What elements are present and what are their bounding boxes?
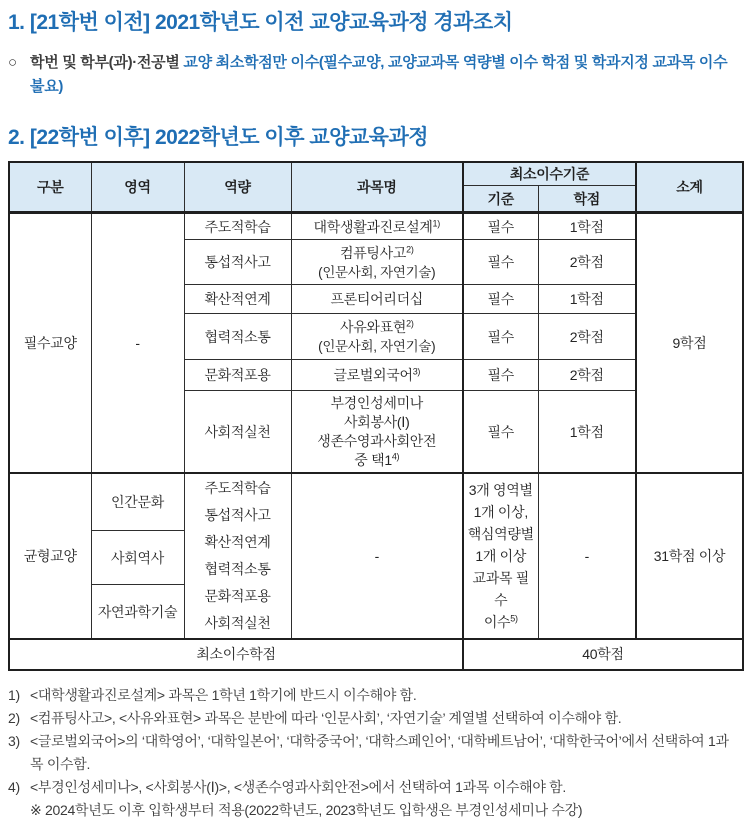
header-subject: 과목명 [291, 162, 463, 213]
cell-competency: 사회적실천 [184, 391, 291, 473]
header-area: 영역 [91, 162, 184, 213]
header-subtotal: 소계 [636, 162, 743, 213]
header-min-requirement-group: 최소이수기준 [463, 162, 636, 186]
footnote-marker: 2) [8, 709, 20, 726]
cell-area: 인간문화 [91, 473, 184, 531]
cell-subject: 대학생활과진로설계$^{1)}$ [291, 213, 463, 240]
cell-area: 사회역사 [91, 531, 184, 585]
cell-criterion-detail: 3개 영역별 1개 이상, 핵심역량별 1개 이상 교과목 필수 이수$^{5)}$ [463, 473, 538, 639]
table-row [9, 213, 743, 240]
footnote-ref: 3) [412, 366, 421, 377]
cell-competency: 주도적학습 [184, 213, 291, 240]
footnote [8, 707, 740, 730]
footnote-marker: 4) [8, 778, 20, 795]
bullet-text [30, 51, 740, 99]
cell-credits: 2학점 [538, 240, 636, 285]
footnote-ref: 5) [510, 613, 518, 624]
section-1-heading: 1. [21학번 이전] 2021학년도 이전 교양교육과정 경과조치 [8, 11, 513, 34]
footnote [8, 684, 740, 707]
cell-category-balanced: 균형교양 [9, 473, 91, 639]
cell-subject: 컴퓨팅사고$^{2)}$ (인문사회, 자연기술) [291, 240, 463, 285]
cell-credits: 2학점 [538, 360, 636, 391]
cell-criterion: 필수 [463, 391, 538, 473]
footnote [8, 776, 740, 799]
cell-criterion: 필수 [463, 285, 538, 314]
cell-min-total-value: 40학점 [463, 639, 743, 670]
cell-competency: 확산적연계 [184, 285, 291, 314]
footnote-marker: 1) [8, 686, 20, 703]
section-1-bullet [8, 51, 740, 99]
footnote-ref: 4) [391, 450, 400, 461]
footnote-text: <부경인성세미나>, <사회봉사(Ⅰ)>, <생존수영과사회안전>에서 선택하여 1과목 이수해야 함. [30, 778, 566, 795]
cell-subtotal-required: 9학점 [636, 213, 743, 473]
cell-credits-placeholder: - [538, 473, 636, 639]
cell-credits: 1학점 [538, 391, 636, 473]
section-2-heading: 2. [22학번 이후] 2022학년도 이후 교양교육과정 [8, 126, 429, 150]
cell-subtotal-balanced: 31학점 이상 [636, 473, 743, 639]
cell-credits: 1학점 [538, 285, 636, 314]
footnotes [8, 684, 740, 822]
cell-subject-placeholder: - [291, 473, 463, 639]
cell-subject: 프론티어리더십 [291, 285, 463, 314]
cell-credits: 1학점 [538, 213, 636, 240]
curriculum-table [8, 161, 744, 671]
cell-subject: 글로벌외국어$^{3)}$ [291, 360, 463, 391]
table-footer-row [9, 639, 743, 670]
footnote [8, 730, 740, 776]
cell-credits: 2학점 [538, 314, 636, 360]
header-criterion: 기준 [463, 186, 538, 213]
cell-criterion: 필수 [463, 213, 538, 240]
table-header-row-1 [9, 162, 743, 186]
cell-subject: 부경인성세미나 사회봉사(Ⅰ) 생존수영과사회안전 중 택1$^{4)}$ [291, 391, 463, 473]
bullet-text-highlight: 교양 최소학점만 이수(필수교양, 교양교과목 역량별 이수 학점 및 학과지정 교과목 이수 불요) [30, 54, 728, 96]
cell-criterion: 필수 [463, 360, 538, 391]
header-category: 구분 [9, 162, 91, 213]
footnote-text: <컴퓨팅사고>, <사유와표현> 과목은 분반에 따라 ‘인문사회’, ‘자연기술’ 계열별 선택하여 이수해야 함. [30, 709, 622, 726]
cell-area-required: - [91, 213, 184, 473]
cell-criterion: 필수 [463, 240, 538, 285]
cell-subject-subline: (인문사회, 자연기술) [318, 264, 436, 280]
cell-competency-list: 주도적학습 통섭적사고 확산적연계 협력적소통 문화적포용 사회적실천 [184, 473, 291, 639]
cell-subject: 사유와표현$^{2)}$ (인문사회, 자연기술) [291, 314, 463, 360]
header-credits: 학점 [538, 186, 636, 213]
cell-area: 자연과학기술 [91, 585, 184, 639]
footnote-ref: 2) [406, 244, 414, 255]
footnote-text: <대학생활과진로설계> 과목은 1학년 1학기에 반드시 이수해야 함. [30, 686, 417, 703]
cell-criterion: 필수 [463, 314, 538, 360]
footnote-marker: 3) [8, 732, 20, 749]
cell-competency: 통섭적사고 [184, 240, 291, 285]
cell-competency: 협력적소통 [184, 314, 291, 360]
cell-subject-subline: (인문사회, 자연기술) [318, 339, 436, 355]
cell-min-total-label: 최소이수학점 [9, 639, 463, 670]
footnote-ref: 2) [406, 318, 414, 329]
bullet-text-plain: 학번 및 학부(과)·전공별 [30, 54, 184, 72]
footnote-text: <글로벌외국어>의 ‘대학영어’, ‘대학일본어’, ‘대학중국어’, ‘대학스페인어’, ‘대학베트남어’, ‘대학한국어’에서 선택하여 1과목 이수함. [30, 732, 729, 772]
table-row [9, 473, 743, 531]
header-competency: 역량 [184, 162, 291, 213]
circle-bullet-marker: ○ [8, 54, 17, 72]
cell-category-required: 필수교양 [9, 213, 91, 473]
footnote-ref: 1) [432, 218, 440, 229]
cell-competency: 문화적포용 [184, 360, 291, 391]
footnote-note: ※ 2024학년도 이후 입학생부터 적용(2022학년도, 2023학년도 입학생은 부경인성세미나 수강) [30, 801, 583, 818]
